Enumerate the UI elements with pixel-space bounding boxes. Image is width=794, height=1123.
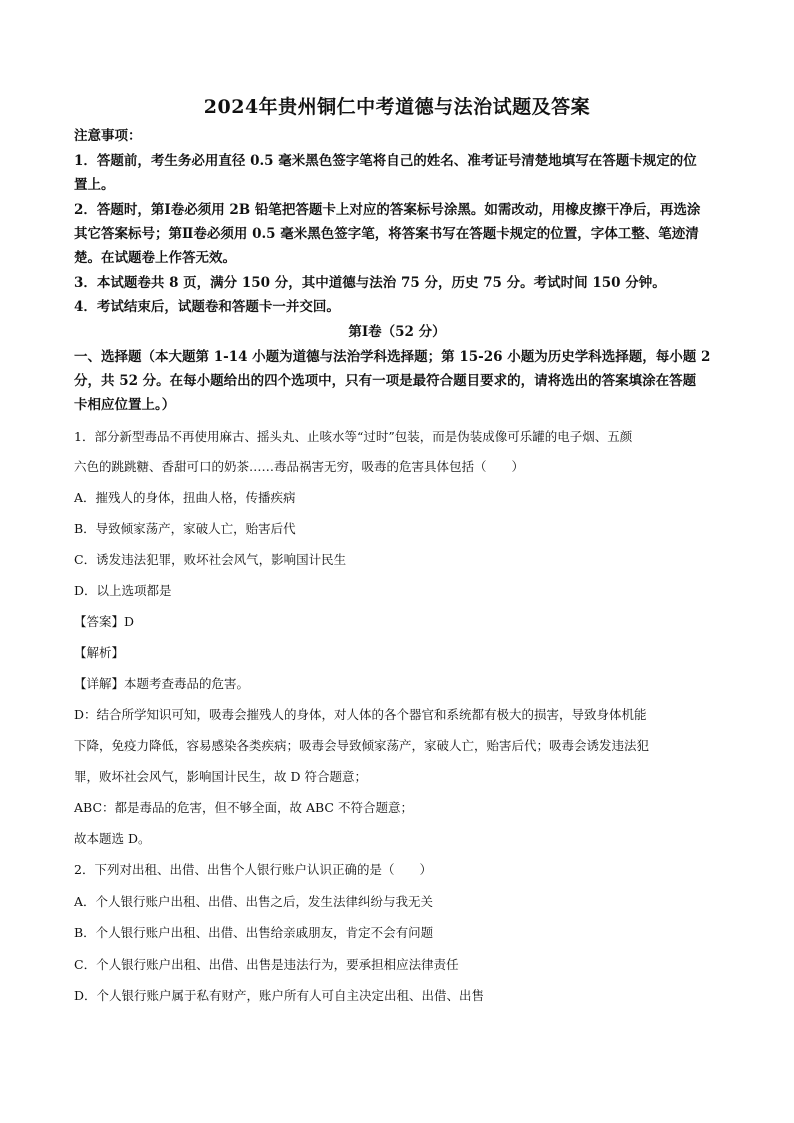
question-1-explanation: ABC：都是毒品的危害，但不够全面，故 ABC 不符合题意； (74, 800, 413, 815)
question-1-stem: 1．部分新型毒品不再使用麻古、摇头丸、止咳水等“过时”包装，而是伪装成像可乐罐的电子烟、五颜 (74, 429, 633, 444)
notice-line: 2．答题时，第Ⅰ卷必须用 2B 铅笔把答题卡上对应的答案标号涂黑。如需改动，用橡皮擦干净后，再选涂 (74, 202, 701, 218)
notice-line: 置上。 (74, 177, 115, 193)
question-1-stem: 六色的跳跳糖、香甜可口的奶茶……毒品祸害无穷，吸毒的危害具体包括（ ） (74, 459, 525, 474)
notice-heading: 注意事项： (74, 128, 142, 144)
question-1-detail: 【详解】本题考查毒品的危害。 (74, 676, 250, 691)
section-title: 第Ⅰ卷（52 分） (348, 324, 446, 340)
question-2-option-d: D．个人银行账户属于私有财产，账户所有人可自主决定出租、出借、出售 (74, 988, 485, 1003)
notice-line: 1．答题前，考生务必用直径 0.5 毫米黑色签字笔将自己的姓名、准考证号清楚地填写在答题卡规定的位 (74, 153, 697, 169)
question-1-explanation: D：结合所学知识可知，吸毒会摧残人的身体，对人体的各个器官和系统都有极大的损害，导致身体机能 (74, 707, 647, 722)
section-instruction: 一、选择题（本大题第 1-14 小题为道德与法治学科选择题；第 15-26 小题为历史学科选择题，每小题 2 (74, 349, 711, 365)
notice-line: 4．考试结束后，试题卷和答题卡一并交回。 (74, 299, 340, 315)
question-1-analysis-label: 【解析】 (74, 645, 125, 660)
question-2-option-c: C．个人银行账户出租、出借、出售是违法行为，要承担相应法律责任 (74, 957, 459, 972)
question-1-answer: 【答案】D (74, 614, 135, 629)
question-1-explanation: 罪，败坏社会风气，影响国计民生，故 D 符合题意； (74, 769, 367, 784)
question-1-option-a: A．摧残人的身体，扭曲人格，传播疾病 (74, 490, 296, 505)
question-1-option-c: C．诱发违法犯罪，败坏社会风气，影响国计民生 (74, 552, 347, 567)
question-2-stem: 2．下列对出租、出借、出售个人银行账户认识正确的是（ ） (74, 862, 432, 877)
notice-line: 楚。在试题卷上作答无效。 (74, 250, 236, 266)
section-instruction: 卡相应位置上。） (74, 397, 176, 413)
question-2-option-a: A．个人银行账户出租、出借、出售之后，发生法律纠纷与我无关 (74, 894, 434, 909)
question-2-option-b: B．个人银行账户出租、出借、出售给亲戚朋友，肯定不会有问题 (74, 925, 434, 940)
question-1-explanation: 故本题选 D。 (74, 831, 151, 846)
section-instruction: 分，共 52 分。在每小题给出的四个选项中，只有一项是最符合题目要求的，请将选出的答案填涂在答题 (74, 373, 697, 389)
question-1-explanation: 下降，免疫力降低，容易感染各类疾病；吸毒会导致倾家荡产，家破人亡，贻害后代；吸毒会诱发违法犯 (74, 738, 650, 753)
question-1-option-b: B．导致倾家荡产，家破人亡，贻害后代 (74, 521, 296, 536)
question-1-option-d: D．以上选项都是 (74, 583, 172, 598)
notice-line: 3．本试题卷共 8 页，满分 150 分，其中道德与法治 75 分，历史 75 分。考试时间 150 分钟。 (74, 275, 666, 291)
page-title: 2024年贵州铜仁中考道德与法治试题及答案 (203, 96, 591, 118)
notice-line: 其它答案标号；第Ⅱ卷必须用 0.5 毫米黑色签字笔，将答案书写在答题卡规定的位置，字体工整、笔迹清 (74, 226, 699, 242)
